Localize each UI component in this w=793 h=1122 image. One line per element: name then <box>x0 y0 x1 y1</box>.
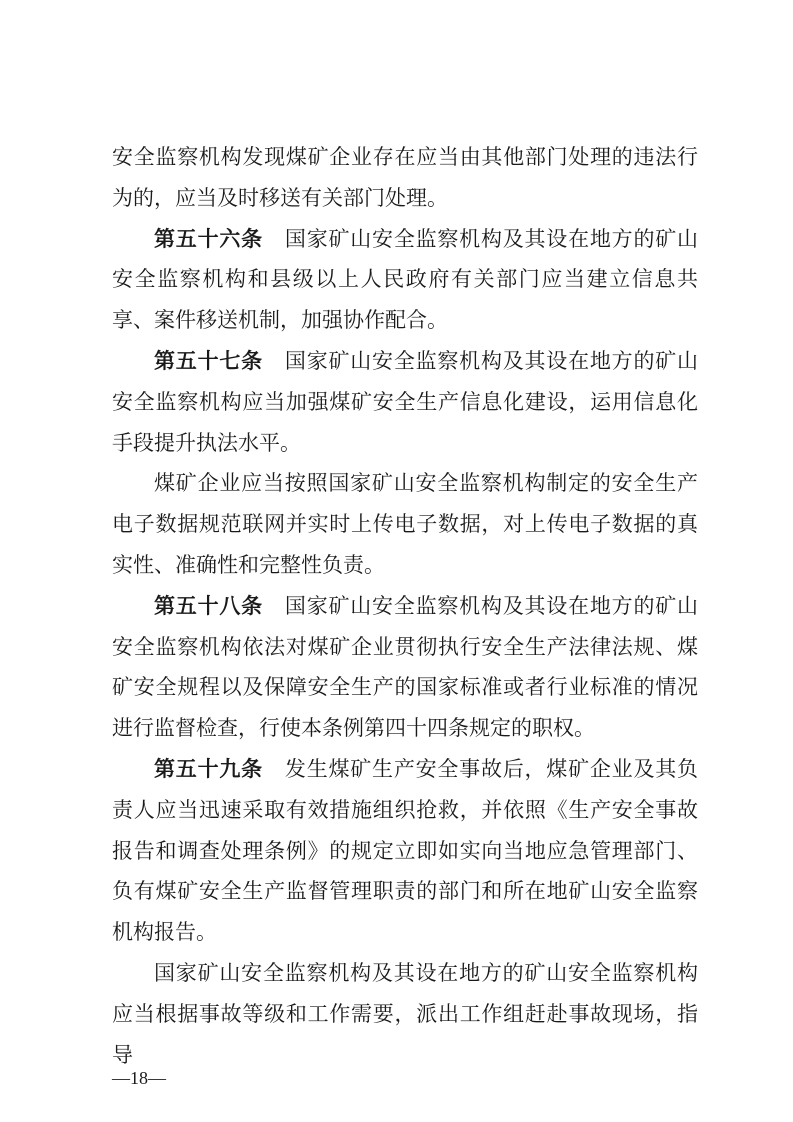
article-57 <box>112 341 698 463</box>
paragraph-text: 国家矿山安全监察机构及其设在地方的矿山安全监察机构应当根据事故等级和工作需要，派出工作组赶赴事故现场，指导 <box>112 960 698 1067</box>
article-number: 第五十八条 <box>154 593 263 618</box>
paragraph-text: 煤矿企业应当按照国家矿山安全监察机构制定的安全生产电子数据规范联网并实时上传电子数据，对上传电子数据的真实性、准确性和完整性负责。 <box>112 471 698 577</box>
page-number: —18— <box>112 1068 166 1088</box>
paragraph-text: 安全监察机构发现煤矿企业存在应当由其他部门处理的违法行为的，应当及时移送有关部门处理。 <box>112 145 698 210</box>
article-number: 第五十九条 <box>154 756 263 781</box>
article-58 <box>112 586 698 749</box>
article-59 <box>112 749 698 953</box>
article-56 <box>112 219 698 341</box>
document-body <box>112 137 698 1075</box>
paragraph-text: 国家矿山安全监察机构及其设在地方的矿山安全监察机构和县级以上人民政府有关部门应当建立信息共享、案件移送机制，加强协作配合。 <box>112 226 699 333</box>
article-57-paragraph-2 <box>112 463 698 585</box>
paragraph-continuation <box>112 137 698 219</box>
article-number: 第五十七条 <box>154 348 263 373</box>
paragraph-text: 国家矿山安全监察机构及其设在地方的矿山安全监察机构应当加强煤矿安全生产信息化建设，运用信息化手段提升执法水平。 <box>112 348 699 455</box>
paragraph-text: 国家矿山安全监察机构及其设在地方的矿山安全监察机构依法对煤矿企业贯彻执行安全生产法律法规、煤矿安全规程以及保障安全生产的国家标准或者行业标准的情况进行监督检查，行使本条例第四十四条规定的职权。 <box>112 593 699 741</box>
article-number: 第五十六条 <box>154 226 263 251</box>
paragraph-text: 发生煤矿生产安全事故后，煤矿企业及其负责人应当迅速采取有效措施组织抢救，并依照《生产安全事故报告和调查处理条例》的规定立即如实向当地应急管理部门、负有煤矿安全生产监督管理职责的部门和所在地矿山安全监察机构报告。 <box>112 756 699 945</box>
article-59-paragraph-2 <box>112 953 698 1075</box>
